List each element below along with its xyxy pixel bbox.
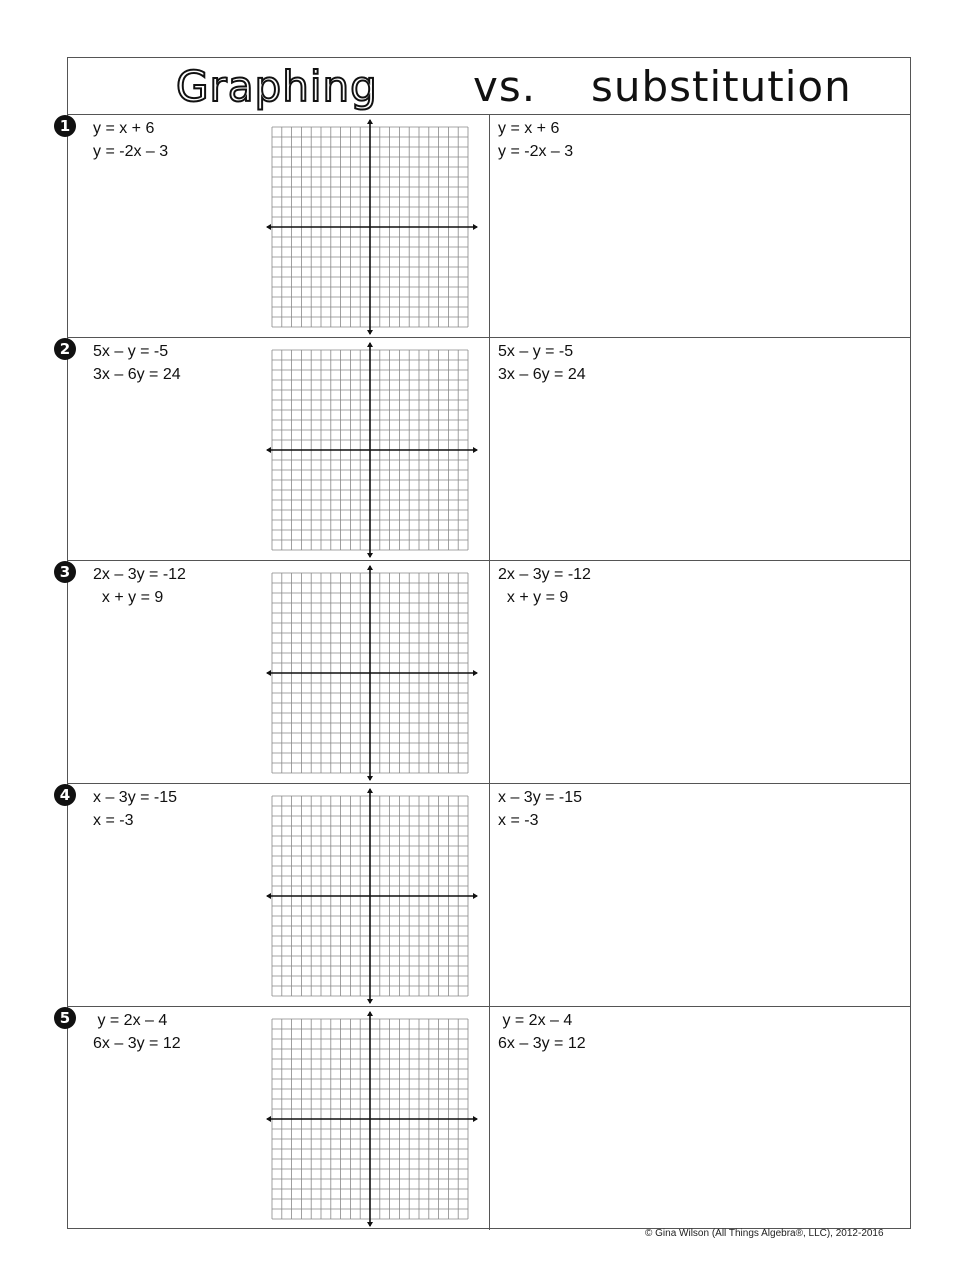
graphing-equations [93, 786, 177, 832]
equation-line-2: x + y = 9 [498, 589, 569, 606]
equation-line-2: 3x – 6y = 24 [498, 366, 586, 383]
equation-line-2: 3x – 6y = 24 [93, 366, 181, 383]
substitution-equations [498, 1009, 586, 1055]
y-axis-arrow-down [367, 330, 373, 335]
problem-row [68, 561, 910, 784]
coordinate-grid[interactable] [266, 1011, 478, 1227]
title-substitution: substitution [591, 62, 852, 111]
graphing-equations [93, 340, 181, 386]
coordinate-grid[interactable] [266, 119, 478, 335]
problem-row [68, 1007, 910, 1230]
equation-line-1: 5x – y = -5 [93, 343, 169, 360]
equation-line-1: 5x – y = -5 [498, 343, 574, 360]
column-divider [489, 338, 490, 560]
problem-row [68, 338, 910, 561]
x-axis-arrow-right [473, 1116, 478, 1122]
graphing-equations [93, 1009, 181, 1055]
equation-line-1: y = 2x – 4 [93, 1012, 168, 1029]
equation-line-2: x = -3 [93, 812, 134, 829]
equation-line-2: x + y = 9 [93, 589, 164, 606]
column-divider [489, 561, 490, 783]
y-axis-arrow-down [367, 553, 373, 558]
coordinate-grid[interactable] [266, 342, 478, 558]
x-axis-arrow-left [266, 670, 271, 676]
y-axis-arrow-up [367, 565, 373, 570]
equation-line-1: y = x + 6 [498, 120, 560, 137]
y-axis-arrow-up [367, 119, 373, 124]
problem-number-badge: 2 [54, 338, 76, 360]
equation-line-1: y = x + 6 [93, 120, 155, 137]
equation-line-2: y = -2x – 3 [93, 143, 169, 160]
substitution-equations [498, 563, 591, 609]
column-divider [489, 1007, 490, 1230]
worksheet-header [68, 58, 910, 115]
equation-line-2: 6x – 3y = 12 [93, 1035, 181, 1052]
substitution-equations [498, 340, 586, 386]
equation-line-2: y = -2x – 3 [498, 143, 574, 160]
x-axis-arrow-right [473, 893, 478, 899]
equation-line-2: x = -3 [498, 812, 539, 829]
problem-row [68, 784, 910, 1007]
y-axis-arrow-up [367, 788, 373, 793]
equation-line-1: y = 2x – 4 [498, 1012, 573, 1029]
equation-line-1: x – 3y = -15 [93, 789, 178, 806]
equation-line-1: x – 3y = -15 [498, 789, 583, 806]
column-divider [489, 784, 490, 1006]
equation-line-1: 2x – 3y = -12 [498, 566, 591, 583]
x-axis-arrow-right [473, 447, 478, 453]
y-axis-arrow-down [367, 999, 373, 1004]
problem-number-badge: 1 [54, 115, 76, 137]
y-axis-arrow-down [367, 776, 373, 781]
worksheet [67, 57, 911, 1229]
column-divider [489, 115, 490, 337]
problem-number-badge: 4 [54, 784, 76, 806]
x-axis-arrow-left [266, 447, 271, 453]
x-axis-arrow-right [473, 224, 478, 230]
y-axis-arrow-down [367, 1222, 373, 1227]
x-axis-arrow-left [266, 893, 271, 899]
coordinate-grid[interactable] [266, 788, 478, 1004]
problem-row [68, 115, 910, 338]
title-vs: vs. [473, 62, 537, 111]
y-axis-arrow-up [367, 1011, 373, 1016]
coordinate-grid[interactable] [266, 565, 478, 781]
x-axis-arrow-right [473, 670, 478, 676]
x-axis-arrow-left [266, 1116, 271, 1122]
graphing-equations [93, 563, 186, 609]
equation-line-1: 2x – 3y = -12 [93, 566, 186, 583]
equation-line-2: 6x – 3y = 12 [498, 1035, 586, 1052]
copyright-notice: © Gina Wilson (All Things Algebra®, LLC), 2012-2016 [645, 1228, 884, 1239]
substitution-equations [498, 117, 573, 163]
title-graphing: Graphing [176, 62, 378, 111]
problem-number-badge: 3 [54, 561, 76, 583]
graphing-equations [93, 117, 168, 163]
y-axis-arrow-up [367, 342, 373, 347]
problem-number-badge: 5 [54, 1007, 76, 1029]
x-axis-arrow-left [266, 224, 271, 230]
substitution-equations [498, 786, 582, 832]
